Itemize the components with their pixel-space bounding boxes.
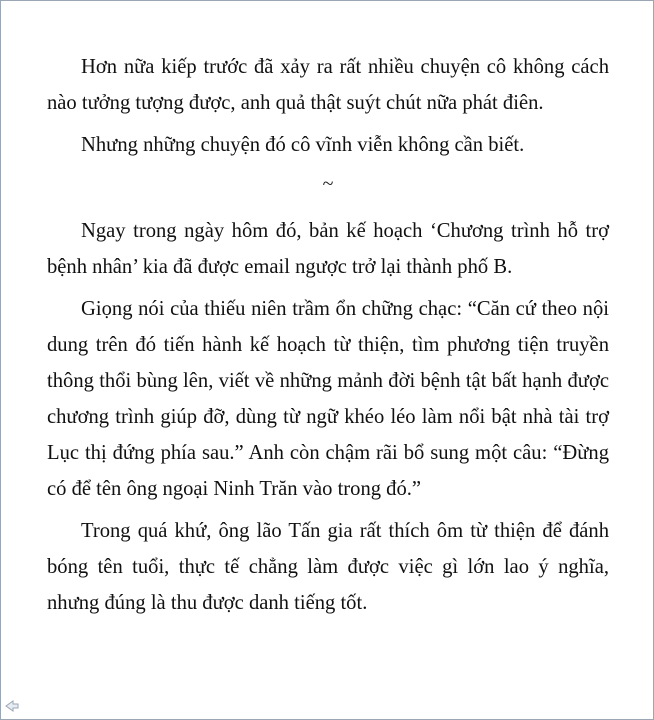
paragraph: Ngay trong ngày hôm đó, bản kế hoạch ‘Chương trình hỗ trợ bệnh nhân’ kia đã được email ngược trở lại thành phố B.	[47, 220, 609, 278]
page-body	[47, 49, 609, 627]
paragraph: Hơn nữa kiếp trước đã xảy ra rất nhiều chuyện cô không cách nào tưởng tượng được, anh quả thật suýt chút nữa phát điên.	[47, 56, 609, 114]
paragraph: Giọng nói của thiếu niên trầm ổn chững chạc: “Căn cứ theo nội dung trên đó tiến hành kế hoạch từ thiện, tìm phương tiện truyền thông thổi bùng lên, viết về những mảnh đời bệnh tật bất hạnh được chương trình giúp đỡ, dùng từ ngữ khéo léo làm nổi bật nhà tài trợ Lục thị đứng phía sau.” Anh còn chậm rãi bổ sung một câu: “Đừng có để tên ông ngoại Ninh Trăn vào trong đó.”	[47, 298, 609, 500]
paragraph: Trong quá khứ, ông lão Tấn gia rất thích ôm từ thiện để đánh bóng tên tuổi, thực tế chẳng làm được việc gì lớn lao ý nghĩa, nhưng đúng là thu được danh tiếng tốt.	[47, 520, 609, 614]
back-arrow-icon[interactable]	[5, 699, 19, 713]
paragraph: Nhưng những chuyện đó cô vĩnh viễn không cần biết.	[81, 134, 525, 156]
section-separator: ~	[322, 173, 334, 195]
